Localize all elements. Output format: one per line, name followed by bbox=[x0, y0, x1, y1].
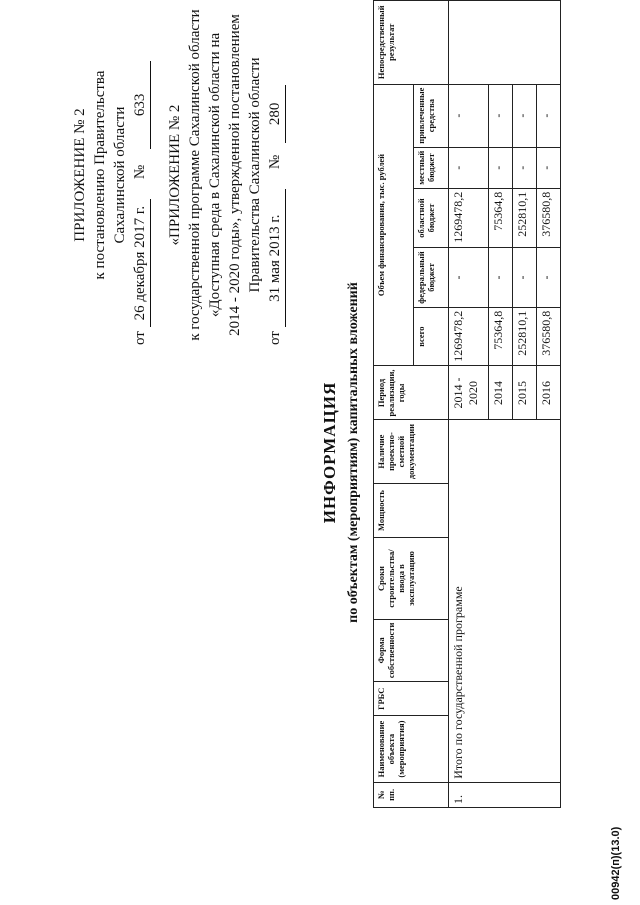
period-cell: 2014 - 2020 bbox=[449, 366, 489, 420]
appendix-block bbox=[70, 5, 286, 345]
item-number: 1. bbox=[449, 782, 561, 807]
total-cell: 376580,8 bbox=[537, 307, 561, 366]
prev-appendix-from-label: от bbox=[267, 331, 283, 345]
appendix-date: 26 декабря 2017 г. bbox=[130, 199, 151, 327]
header-extra: привлеченные средства bbox=[414, 84, 449, 147]
total-cell: 75364,8 bbox=[489, 307, 513, 366]
header-regional: областной бюджет bbox=[414, 188, 449, 248]
document-title-block bbox=[320, 0, 362, 905]
header-grbs: ГРБС bbox=[374, 682, 449, 716]
regional-cell: 252810,1 bbox=[513, 188, 537, 248]
period-cell: 2014 bbox=[489, 366, 513, 420]
period-cell: 2015 bbox=[513, 366, 537, 420]
period-cell: 2016 bbox=[537, 366, 561, 420]
prev-appendix-title: «ПРИЛОЖЕНИЕ № 2 bbox=[167, 104, 183, 246]
prev-appendix-number: 280 bbox=[265, 85, 286, 143]
local-cell: - bbox=[449, 147, 489, 188]
table-row bbox=[449, 1, 489, 808]
appendix-from-label: от bbox=[132, 331, 148, 345]
appendix-no-label: № bbox=[132, 164, 148, 180]
document-code: 00942(п)(13.0) bbox=[610, 826, 622, 900]
prev-appendix-line1: к государственной программе Сахалинской области bbox=[187, 9, 203, 341]
item-name: Итого по государственной программе bbox=[449, 420, 561, 782]
header-no: № пп. bbox=[374, 782, 449, 807]
total-cell: 1269478,2 bbox=[449, 307, 489, 366]
appendix-date-row bbox=[130, 5, 151, 345]
prev-appendix-date: 31 мая 2013 г. bbox=[265, 189, 286, 327]
header-design-docs: Наличие проектно-сметной документации bbox=[374, 420, 449, 483]
header-funding: Объем финансирования, тыс. рублей bbox=[374, 84, 414, 366]
extra-cell: - bbox=[489, 84, 513, 147]
federal-cell: - bbox=[449, 248, 489, 307]
local-cell: - bbox=[537, 147, 561, 188]
federal-cell: - bbox=[513, 248, 537, 307]
extra-cell: - bbox=[449, 84, 489, 147]
header-terms: Сроки строительства/ввода в эксплуатацию bbox=[374, 538, 449, 619]
local-cell: - bbox=[489, 147, 513, 188]
header-federal: федеральный бюджет bbox=[414, 248, 449, 307]
appendix-line2: Сахалинской области bbox=[112, 106, 128, 244]
prev-appendix-line3: 2014 - 2020 годы», утвержденной постановлением bbox=[227, 14, 243, 336]
header-capacity: Мощность bbox=[374, 483, 449, 538]
regional-cell: 75364,8 bbox=[489, 188, 513, 248]
header-name: Наименование объекта (мероприятия) bbox=[374, 716, 449, 782]
total-cell: 252810,1 bbox=[513, 307, 537, 366]
appendix-number: 633 bbox=[130, 61, 151, 149]
prev-appendix-no-label: № bbox=[267, 154, 283, 170]
appendix-title: ПРИЛОЖЕНИЕ № 2 bbox=[72, 108, 88, 242]
header-ownership: Форма собственности bbox=[374, 619, 449, 681]
header-result: Непосредственный результат bbox=[374, 1, 449, 85]
extra-cell: - bbox=[537, 84, 561, 147]
extra-cell: - bbox=[513, 84, 537, 147]
prev-appendix-line4: Правительства Сахалинской области bbox=[247, 57, 263, 293]
header-period: Период реализации, годы bbox=[374, 366, 449, 420]
regional-cell: 1269478,2 bbox=[449, 188, 489, 248]
federal-cell: - bbox=[537, 248, 561, 307]
prev-appendix-date-row bbox=[265, 5, 286, 345]
document-subtitle: по объектам (мероприятиям) капитальных вложений bbox=[346, 282, 361, 623]
local-cell: - bbox=[513, 147, 537, 188]
capital-investments-table bbox=[373, 0, 561, 808]
federal-cell: - bbox=[489, 248, 513, 307]
prev-appendix-line2: «Доступная среда в Сахалинской области на bbox=[207, 32, 223, 318]
document-title: ИНФОРМАЦИЯ bbox=[320, 381, 339, 524]
header-total: всего bbox=[414, 307, 449, 366]
header-local: местный бюджет bbox=[414, 147, 449, 188]
result-cell bbox=[449, 1, 561, 85]
appendix-line1: к постановлению Правительства bbox=[92, 70, 108, 280]
regional-cell: 376580,8 bbox=[537, 188, 561, 248]
